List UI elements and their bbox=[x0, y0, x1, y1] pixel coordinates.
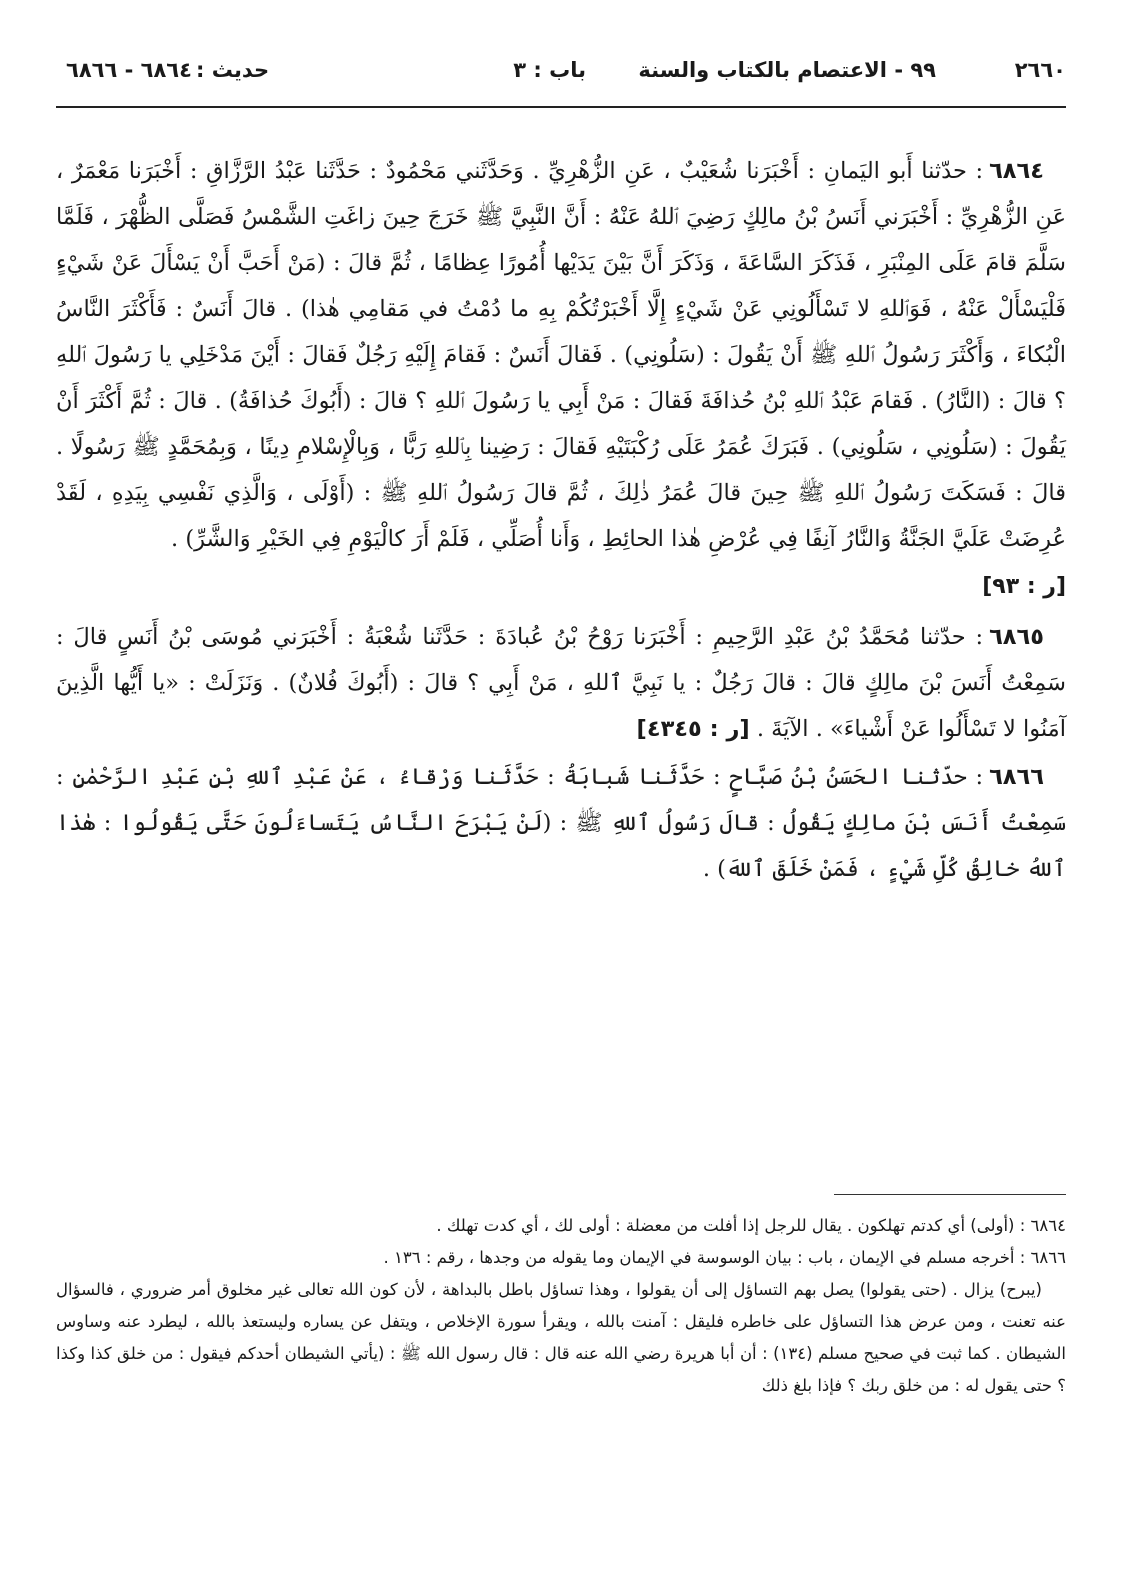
footnote-divider bbox=[834, 1194, 1066, 1195]
hadith-6864 bbox=[56, 148, 1066, 562]
hadith-number: ٦٨٦٦ bbox=[989, 764, 1044, 790]
cross-reference: [ر : ٤٣٤٥] bbox=[636, 716, 750, 742]
footnote-6866-commentary: (يبرح) يزال . (حتى يقولوا) يصل بهم التساؤل إلى أن يقولوا ، وهذا تساؤل باطل بالبداهة ، لأن كون الله تعالى غير مخلوق أمر ضروري ، فالسؤال عنه تعنت ، ومن عرض هذا التساؤل على خاطره فليقل : آمنت بالله ، ويقرأ سورة الإخلاص ، ويتفل عن يساره وليستعذ بالله ، ليطرد عنه وساوس الشيطان . كما ثبت في صحيح مسلم (١٣٤) : أن أبا هريرة رضي الله عنه قال : قال رسول الله ﷺ : (يأتي الشيطان أحدكم فيقول : من خلق كذا وكذا ؟ حتى يقول له : من خلق ربك ؟ فإذا بلغ ذلك bbox=[56, 1280, 1067, 1395]
book-title: ٩٩ - الاعتصام بالكتاب والسنة bbox=[638, 58, 936, 82]
hadith-6866 bbox=[56, 754, 1066, 892]
book-page bbox=[56, 52, 1066, 1552]
chapter-label: باب : ٣ bbox=[513, 58, 586, 82]
hadith-range: ٦٨٦٤ - ٦٨٦٦ bbox=[66, 58, 192, 82]
main-text bbox=[56, 148, 1066, 894]
cross-reference: [ر : ٩٣] bbox=[982, 574, 1066, 599]
footnotes bbox=[56, 1210, 1066, 1402]
hadith-text: : حدّثنا أَبو اليَمانِ : أَخْبَرَنا شُعَيْبٌ ، عَنِ الزُّهْرِيِّ . وَحَدَّثَني مَحْمُودٌ : حَدَّثَنا عَبْدُ الرَّزَّاقِ : أَخْبَرَنا مَعْمَرٌ ، عَنِ الزُّهْرِيِّ : أَخْبَرَني أَنَسُ بْنُ مالِكٍ رَضِيَ ٱللهُ عَنْهُ : أَنَّ النَّبِيَّ ﷺ خَرَجَ حِينَ زاغَتِ الشَّمْسُ فَصَلَّى الظُّهْرَ ، فَلَمَّا سَلَّمَ قامَ عَلَى المِنْبَرِ ، فَذَكَرَ السَّاعَةَ ، وَذَكَرَ أَنَّ بَيْنَ يَدَيْها أُمُورًا عِظامًا ، ثُمَّ قالَ : (مَنْ أَحَبَّ أَنْ يَسْأَلَ عَنْ شَيْءٍ فَلْيَسْأَلْ عَنْهُ ، فَوَٱللهِ لا تَسْأَلُونِي عَنْ شَيْءٍ إِلَّا أَخْبَرْتُكُمْ بِهِ ما دُمْتُ في مَقامِي هٰذا) . قالَ أَنَسٌ : فَأَكْثَرَ النَّاسُ الْبُكاءَ ، وَأَكْثَرَ رَسُولُ ٱللهِ ﷺ أَنْ يَقُولَ : (سَلُونِي) . فَقالَ أَنَسٌ : فَقامَ إِلَيْهِ رَجُلٌ فَقالَ : أَيْنَ مَدْخَلِي يا رَسُولَ ٱللهِ ؟ قالَ : (النَّارُ) . فَقامَ عَبْدُ ٱللهِ بْنُ حُذافَةَ فَقالَ : مَنْ أَبِي يا رَسُولَ ٱللهِ ؟ قالَ : (أَبُوكَ حُذافَةُ) . قالَ : ثُمَّ أَكْثَرَ أَنْ يَقُولَ : (سَلُونِي ، سَلُونِي) . فَبَرَكَ عُمَرُ عَلَى رُكْبَتَيْهِ فَقالَ : رَضِينا بِٱللهِ رَبًّا ، وَبِالْإِسْلامِ دِينًا ، وَبِمُحَمَّدٍ ﷺ رَسُولًا . قالَ : فَسَكَتَ رَسُولُ ٱللهِ ﷺ حِينَ قالَ عُمَرُ ذٰلِكَ ، ثُمَّ قالَ رَسُولُ ٱللهِ ﷺ : (أَوْلَى ، وَالَّذِي نَفْسِي بِيَدِهِ ، لَقَدْ عُرِضَتْ عَلَيَّ الجَنَّةُ وَالنَّارُ آنِفًا فِي عُرْضِ هٰذا الحائِطِ ، وَأَنا أُصَلِّي ، فَلَمْ أَرَ كالْيَوْمِ فِي الخَيْرِ وَالشَّرِّ) . bbox=[56, 158, 1066, 552]
hadith-number: ٦٨٦٥ bbox=[989, 624, 1044, 650]
hadith-text: : حدّثنا الحَسَنُ بْنُ صَبَّاحٍ : حَدَّثَنا شَبابَةُ : حَدَّثَنا وَرْقاءُ ، عَنْ عَبْدِ ٱللهِ بْنِ عَبْدِ الرَّحْمٰنِ : سَمِعْتُ أَنَسَ بْنَ مالِكٍ يَقُولُ : قالَ رَسُولُ ٱللهِ ﷺ : (لَنْ يَبْرَحَ النَّاسُ يَتَساءَلُونَ حَتَّى يَقُولُوا : هٰذا ٱللهُ خالِقُ كُلِّ شَيْءٍ ، فَمَنْ خَلَقَ ٱللهَ) . bbox=[56, 764, 1066, 882]
hadith-6865 bbox=[56, 614, 1066, 752]
footnote-6864: ٦٨٦٤ : (أولى) أي كدتم تهلكون . يقال للرجل إذا أفلت من معضلة : أولى لك ، أي كدت تهلك . bbox=[436, 1216, 1066, 1235]
hadith-6864-reference-line bbox=[56, 564, 1066, 610]
running-header bbox=[56, 52, 1066, 98]
footnote-6866-source: ٦٨٦٦ : أخرجه مسلم في الإيمان ، باب : بيان الوسوسة في الإيمان وما يقوله من وجدها ، رقم : ١٣٦ . bbox=[383, 1248, 1066, 1267]
hadith-number: ٦٨٦٤ bbox=[989, 158, 1044, 184]
page-number: ٢٦٦٠ bbox=[1014, 58, 1066, 82]
hadith-label: حديث : bbox=[196, 58, 270, 82]
hadith-text: : حدّثنا مُحَمَّدُ بْنُ عَبْدِ الرَّحِيمِ : أَخْبَرَنا رَوْحُ بْنُ عُبادَةَ : حَدَّثَنا شُعْبَةُ : أَخْبَرَني مُوسَى بْنُ أَنَسٍ قالَ : سَمِعْتُ أَنَسَ بْنَ مالِكٍ قالَ : قالَ رَجُلٌ : يا نَبِيَّ ٱللهِ ، مَنْ أَبِي ؟ قالَ : (أَبُوكَ فُلانٌ) . وَنَزَلَتْ : «يا أَيُّها الَّذِينَ آمَنُوا لا تَسْأَلُوا عَنْ أَشْياءَ» . الآيَةَ . bbox=[56, 624, 1066, 742]
header-divider bbox=[56, 106, 1066, 108]
